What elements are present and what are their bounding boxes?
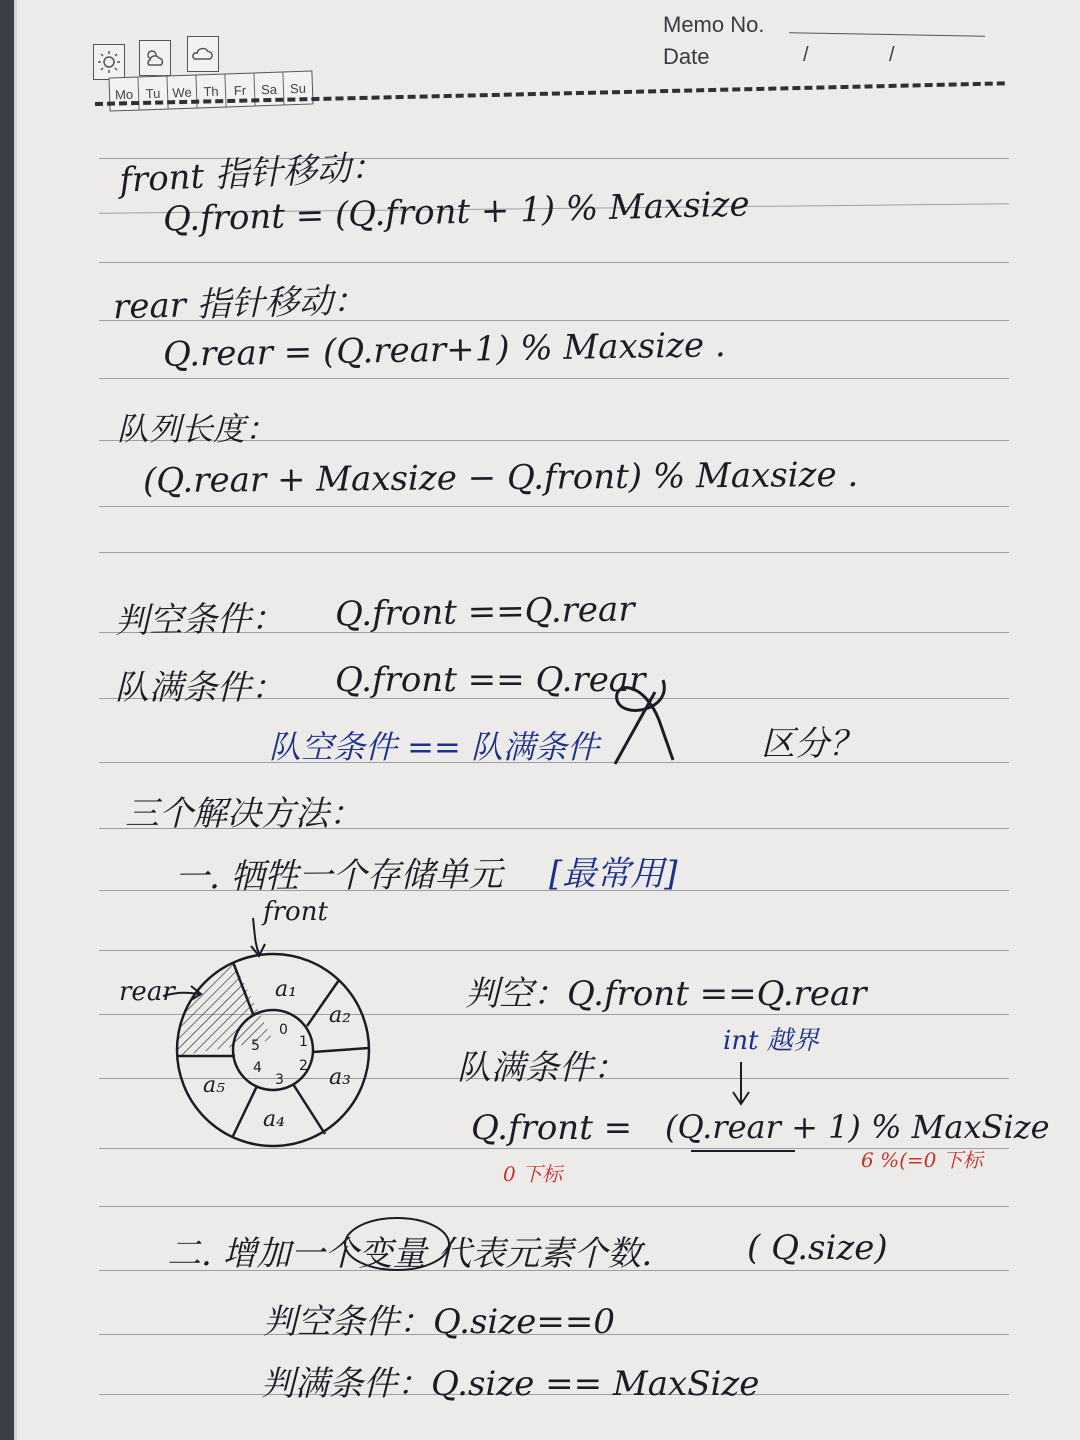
rear-move-label: rear 指针移动： <box>112 280 368 328</box>
example-note: 6 %(=0 下标 <box>861 1148 983 1172</box>
solutions-label: 三个解决方法： <box>125 794 363 834</box>
cloud-icon <box>187 36 219 72</box>
ring-rear-label: rear <box>119 977 175 1007</box>
date-label: Date <box>663 44 710 69</box>
ring-a1-label: a₁ <box>275 977 297 1002</box>
day-mo: Mo <box>110 78 140 111</box>
ring-a4-label: a₄ <box>263 1107 285 1132</box>
day-fr: Fr <box>225 73 255 106</box>
circle-mark <box>341 1214 453 1276</box>
date-sep-1: / <box>803 44 809 66</box>
day-we: We <box>167 75 197 108</box>
method1-full-label: 队满条件： <box>457 1048 627 1088</box>
front-move-label: front 指针移动： <box>118 147 386 201</box>
cross-out-mark <box>603 660 683 770</box>
memo-line <box>789 32 985 36</box>
method2-var: ( Q.size) <box>747 1228 888 1268</box>
method2-title: 二. 增加一个变量 代表元素个数. <box>167 1234 653 1274</box>
rear-move-formula: Q.rear = (Q.rear+1) % Maxsize . <box>162 325 726 375</box>
full-formula: Q.front == Q.rear <box>335 660 646 700</box>
full-label: 队满条件： <box>115 668 285 708</box>
partly-cloudy-icon <box>139 40 171 76</box>
memo-label: Memo No. <box>663 12 765 37</box>
method1-title: 一. 牺牲一个存储单元 <box>174 854 503 898</box>
ring-a5-label: a₅ <box>203 1073 225 1098</box>
int-overflow-note: int 越界 <box>723 1026 819 1056</box>
empty-formula: Q.front ==Q.rear <box>334 589 635 635</box>
weekday-boxes <box>108 70 313 111</box>
notebook-page <box>14 0 1080 1440</box>
circular-queue-diagram <box>103 896 403 1152</box>
ring-index-1: 1 <box>299 1034 308 1050</box>
sun-icon <box>93 44 125 80</box>
length-formula: (Q.rear + Maxsize − Q.front) % Maxsize . <box>142 454 859 502</box>
length-label: 队列长度： <box>117 410 278 448</box>
inner-ring <box>233 1010 313 1090</box>
distinguish-note: 区分？ <box>761 724 863 764</box>
ring-index-5: 5 <box>251 1038 260 1054</box>
method1-full-formula-left: Q.front = <box>471 1108 633 1148</box>
front-move-formula: Q.front = (Q.front + 1) % Maxsize <box>162 184 751 240</box>
ring-index-0: 0 <box>279 1022 288 1038</box>
ring-front-label: front <box>263 897 328 927</box>
ring-a3-label: a₃ <box>329 1065 351 1090</box>
method2-full: 判满条件：Q.size == MaxSize <box>261 1364 760 1404</box>
underline <box>691 1150 795 1152</box>
method1-full-formula-right: (Q.rear + 1) % MaxSize <box>665 1108 1050 1146</box>
day-sa: Sa <box>254 72 284 105</box>
method2-empty: 判空条件：Q.size==0 <box>263 1302 615 1342</box>
front-index-note: 0 下标 <box>503 1162 563 1186</box>
ring-index-2: 2 <box>299 1058 308 1074</box>
day-su: Su <box>289 80 307 96</box>
method1-empty: 判空：Q.front ==Q.rear <box>465 974 867 1014</box>
day-th: Th <box>196 74 226 107</box>
ring-index-3: 3 <box>275 1072 284 1088</box>
method1-note: [最常用] <box>549 854 678 894</box>
empty-label: 判空条件： <box>114 598 286 642</box>
down-arrow-icon <box>729 1060 753 1108</box>
ring-a2-label: a₂ <box>329 1003 351 1028</box>
conflict-note: 队空条件 == 队满条件 <box>269 728 599 766</box>
day-tu: Tu <box>138 77 168 110</box>
ring-index-4: 4 <box>253 1060 262 1076</box>
date-sep-2: / <box>889 44 895 66</box>
